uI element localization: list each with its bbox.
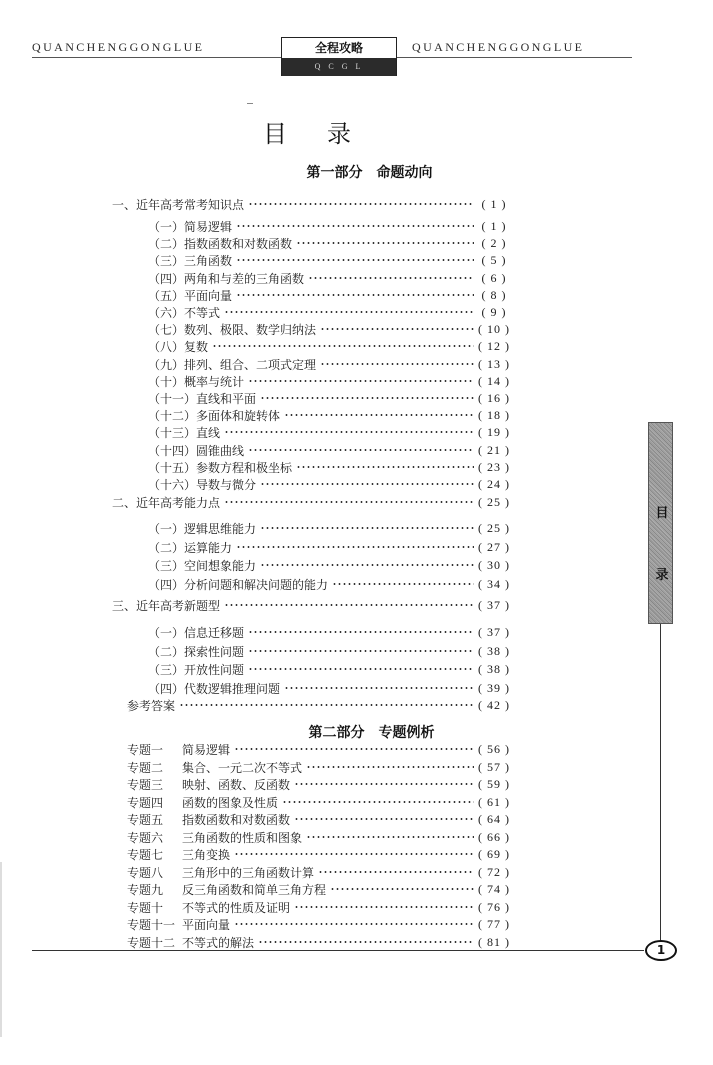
toc-page-number: ( 56 ) xyxy=(478,741,510,756)
header-mark xyxy=(247,103,253,104)
toc-page-number: ( 57 ) xyxy=(478,759,510,774)
toc-page-number: ( 64 ) xyxy=(478,811,510,826)
topic-number: 专题六 xyxy=(127,830,164,845)
toc-section[interactable] xyxy=(112,597,512,613)
topic-number: 专题三 xyxy=(127,777,164,792)
topic-number: 专题五 xyxy=(127,812,164,827)
toc-page-number: ( 19 ) xyxy=(478,424,510,439)
dot-leader xyxy=(332,583,474,585)
dot-leader xyxy=(248,449,474,451)
toc-entry-label: （六）不等式 xyxy=(148,305,221,320)
header-running-title-right: QUANCHENGGONGLUE xyxy=(412,40,585,54)
topic-number: 专题十二 xyxy=(127,935,176,950)
dot-leader xyxy=(234,853,474,855)
header-badge xyxy=(281,37,397,76)
toc-page-number: ( 69 ) xyxy=(478,846,510,861)
toc-page-number: ( 1 ) xyxy=(481,196,507,211)
toc-topic[interactable] xyxy=(127,811,512,827)
toc-entry-label: （一）简易逻辑 xyxy=(148,219,233,234)
toc-page-number: ( 30 ) xyxy=(478,557,510,572)
toc-page-number: ( 5 ) xyxy=(481,252,507,267)
toc-page-number: ( 61 ) xyxy=(478,794,510,809)
toc-topic[interactable] xyxy=(127,916,512,932)
toc-entry-label: 一、近年高考常考知识点 xyxy=(112,197,245,212)
toc-item[interactable] xyxy=(148,252,512,268)
dot-leader xyxy=(260,527,474,529)
toc-entry-label: （十）概率与统计 xyxy=(148,374,245,389)
toc-item[interactable] xyxy=(148,235,512,251)
dot-leader xyxy=(224,501,474,503)
toc-page-number: ( 2 ) xyxy=(481,235,507,250)
toc-page-number: ( 66 ) xyxy=(478,829,510,844)
dot-leader xyxy=(330,888,474,890)
toc-page-number: ( 77 ) xyxy=(478,916,510,931)
toc-entry-label: （三）三角函数 xyxy=(148,253,233,268)
dot-leader xyxy=(258,941,474,943)
toc-entry-label: （十六）导数与微分 xyxy=(148,477,257,492)
toc-entry-label: （十四）圆锥曲线 xyxy=(148,443,245,458)
toc-entry-label xyxy=(127,759,304,776)
toc-entry-label: （十三）直线 xyxy=(148,425,221,440)
toc-item[interactable] xyxy=(148,643,512,659)
dot-leader xyxy=(284,414,474,416)
dot-leader xyxy=(294,818,474,820)
footer-rule xyxy=(32,950,644,951)
toc-item[interactable] xyxy=(148,407,512,423)
toc-entry-label: 参考答案 xyxy=(127,698,176,713)
toc-item[interactable] xyxy=(148,424,512,440)
toc-page-number: ( 38 ) xyxy=(478,661,510,676)
topic-title: 三角形中的三角函数计算 xyxy=(182,865,315,880)
toc-page-number: ( 12 ) xyxy=(478,338,510,353)
toc-page-number: ( 23 ) xyxy=(478,459,510,474)
toc-item[interactable] xyxy=(148,338,512,354)
toc-entry-label: （十五）参数方程和极坐标 xyxy=(148,460,293,475)
toc-topic[interactable] xyxy=(127,846,512,862)
toc-item[interactable] xyxy=(148,442,512,458)
toc-topic[interactable] xyxy=(127,759,512,775)
topic-number: 专题十一 xyxy=(127,917,176,932)
toc-page-number: ( 72 ) xyxy=(478,864,510,879)
dot-leader xyxy=(248,631,474,633)
side-rule xyxy=(660,624,661,944)
toc-entry-label: （三）开放性问题 xyxy=(148,662,245,677)
dot-leader xyxy=(320,363,474,365)
toc-page-number: ( 37 ) xyxy=(478,597,510,612)
scan-edge-mark xyxy=(0,862,2,1037)
toc-answers[interactable] xyxy=(127,697,512,713)
toc-page-number: ( 1 ) xyxy=(481,218,507,233)
topic-title: 集合、一元二次不等式 xyxy=(182,760,303,775)
dot-leader xyxy=(234,923,474,925)
toc-page-number: ( 39 ) xyxy=(478,680,510,695)
toc-entry-label: （四）两角和与差的三角函数 xyxy=(148,271,305,286)
toc-item[interactable] xyxy=(148,539,512,555)
toc-page-number: ( 42 ) xyxy=(478,697,510,712)
toc-topic[interactable] xyxy=(127,794,512,810)
side-tab-label: 目录 xyxy=(655,506,669,583)
toc-item[interactable] xyxy=(148,459,512,475)
toc-page-number: ( 25 ) xyxy=(478,494,510,509)
dot-leader xyxy=(260,483,474,485)
toc-page-number: ( 37 ) xyxy=(478,624,510,639)
toc-topic[interactable] xyxy=(127,776,512,792)
dot-leader xyxy=(236,225,474,227)
chapter-side-tab xyxy=(648,422,673,624)
toc-item[interactable] xyxy=(148,356,512,372)
dot-leader xyxy=(236,294,474,296)
toc-page-number: ( 13 ) xyxy=(478,356,510,371)
toc-item[interactable] xyxy=(148,390,512,406)
dot-leader xyxy=(284,687,474,689)
dot-leader xyxy=(248,668,474,670)
toc-entry-label: （八）复数 xyxy=(148,339,209,354)
toc-page-number: ( 25 ) xyxy=(478,520,510,535)
toc-item[interactable] xyxy=(148,218,512,234)
topic-number: 专题四 xyxy=(127,795,164,810)
toc-section[interactable] xyxy=(112,494,512,510)
dot-leader xyxy=(260,564,474,566)
topic-title: 平面向量 xyxy=(182,917,231,932)
toc-page-number: ( 81 ) xyxy=(478,934,510,949)
dot-leader xyxy=(236,259,474,261)
toc-page-number: ( 27 ) xyxy=(478,539,510,554)
toc-entry-label: （四）代数逻辑推理问题 xyxy=(148,681,281,696)
toc-entry-label: （十一）直线和平面 xyxy=(148,391,257,406)
dot-leader xyxy=(248,650,474,652)
dot-leader xyxy=(294,906,474,908)
toc-entry-label xyxy=(127,829,304,846)
toc-page-number: ( 59 ) xyxy=(478,776,510,791)
toc-entry-label xyxy=(127,881,328,898)
dot-leader xyxy=(320,328,474,330)
toc-entry-label: 二、近年高考能力点 xyxy=(112,495,221,510)
toc-page-number: ( 10 ) xyxy=(478,321,510,336)
toc-entry-label: （二）探索性问题 xyxy=(148,644,245,659)
toc-item[interactable] xyxy=(148,557,512,573)
toc-item[interactable] xyxy=(148,476,512,492)
toc-item[interactable] xyxy=(148,576,512,592)
toc-entry-label xyxy=(127,811,292,828)
toc-entry-label: （十二）多面体和旋转体 xyxy=(148,408,281,423)
topic-number: 专题八 xyxy=(127,865,164,880)
toc-entry-label: （七）数列、极限、数学归纳法 xyxy=(148,322,317,337)
toc-item[interactable] xyxy=(148,520,512,536)
topic-number: 专题十 xyxy=(127,900,164,915)
toc-entry-label: （九）排列、组合、二项式定理 xyxy=(148,357,317,372)
toc-item[interactable] xyxy=(148,680,512,696)
toc-page-number: ( 9 ) xyxy=(481,304,507,319)
toc-section[interactable] xyxy=(112,196,512,212)
dot-leader xyxy=(306,836,474,838)
toc-item[interactable] xyxy=(148,287,512,303)
dot-leader xyxy=(224,604,474,606)
header-running-title-left: QUANCHENGGONGLUE xyxy=(32,40,205,54)
topic-number: 专题七 xyxy=(127,847,164,862)
toc-entry-label: （三）空间想象能力 xyxy=(148,558,257,573)
toc-page-number: ( 21 ) xyxy=(478,442,510,457)
toc-item[interactable] xyxy=(148,321,512,337)
topic-title: 不等式的解法 xyxy=(182,935,255,950)
toc-page-number: ( 34 ) xyxy=(478,576,510,591)
toc-page-number: ( 8 ) xyxy=(481,287,507,302)
toc-item[interactable] xyxy=(148,304,512,320)
toc-entry-label xyxy=(127,934,256,951)
part2-title: 第二部分 专题例析 xyxy=(308,725,435,741)
topic-title: 函数的图象及性质 xyxy=(182,795,279,810)
dot-leader xyxy=(294,783,474,785)
toc-page-number: ( 18 ) xyxy=(478,407,510,422)
dot-leader xyxy=(308,277,474,279)
toc-page-number: ( 76 ) xyxy=(478,899,510,914)
dot-leader xyxy=(248,203,474,205)
toc-entry-label: （一）逻辑思维能力 xyxy=(148,521,257,536)
topic-number: 专题九 xyxy=(127,882,164,897)
dot-leader xyxy=(282,801,474,803)
topic-title: 指数函数和对数函数 xyxy=(182,812,291,827)
header-badge-title: 全程攻略 xyxy=(282,38,396,58)
topic-title: 三角变换 xyxy=(182,847,231,862)
toc-topic[interactable] xyxy=(127,934,512,950)
dot-leader xyxy=(260,397,474,399)
toc-topic[interactable] xyxy=(127,741,512,757)
toc-entry-label xyxy=(127,864,316,881)
page-number: 1 xyxy=(645,940,677,961)
toc-entry-label: （一）信息迁移题 xyxy=(148,625,245,640)
toc-topic[interactable] xyxy=(127,829,512,845)
header-badge-initials: Q C G L xyxy=(282,58,396,76)
dot-leader xyxy=(306,766,474,768)
toc-page-number: ( 16 ) xyxy=(478,390,510,405)
toc-entry-label xyxy=(127,899,292,916)
topic-number: 专题一 xyxy=(127,742,164,757)
toc-page-number: ( 74 ) xyxy=(478,881,510,896)
toc-item[interactable] xyxy=(148,661,512,677)
topic-title: 反三角函数和简单三角方程 xyxy=(182,882,327,897)
toc-topic[interactable] xyxy=(127,899,512,915)
part1-title: 第一部分 命题动向 xyxy=(306,165,433,181)
toc-item[interactable] xyxy=(148,624,512,640)
toc-entry-label: （二）指数函数和对数函数 xyxy=(148,236,293,251)
toc-entry-label: （五）平面向量 xyxy=(148,288,233,303)
toc-item[interactable] xyxy=(148,270,512,286)
page-title: 目录 xyxy=(263,120,391,148)
topic-number: 专题二 xyxy=(127,760,164,775)
dot-leader xyxy=(296,242,474,244)
dot-leader xyxy=(318,871,474,873)
toc-entry-label xyxy=(127,776,292,793)
toc-page-number: ( 6 ) xyxy=(481,270,507,285)
topic-title: 映射、函数、反函数 xyxy=(182,777,291,792)
toc-topic[interactable] xyxy=(127,864,512,880)
topic-title: 三角函数的性质和图象 xyxy=(182,830,303,845)
dot-leader xyxy=(224,311,474,313)
dot-leader xyxy=(248,380,474,382)
dot-leader xyxy=(179,704,474,706)
dot-leader xyxy=(224,431,474,433)
toc-entry-label: 三、近年高考新题型 xyxy=(112,598,221,613)
dot-leader xyxy=(236,546,474,548)
dot-leader xyxy=(212,345,474,347)
toc-page-number: ( 14 ) xyxy=(478,373,510,388)
toc-entry-label xyxy=(127,916,232,933)
dot-leader xyxy=(234,748,474,750)
toc-topic[interactable] xyxy=(127,881,512,897)
topic-title: 简易逻辑 xyxy=(182,742,231,757)
toc-entry-label xyxy=(127,741,232,758)
toc-page-number: ( 24 ) xyxy=(478,476,510,491)
topic-title: 不等式的性质及证明 xyxy=(182,900,291,915)
dot-leader xyxy=(296,466,474,468)
toc-entry-label: （四）分析问题和解决问题的能力 xyxy=(148,577,329,592)
toc-item[interactable] xyxy=(148,373,512,389)
toc-entry-label xyxy=(127,794,280,811)
toc-entry-label xyxy=(127,846,232,863)
toc-page-number: ( 38 ) xyxy=(478,643,510,658)
toc-entry-label: （二）运算能力 xyxy=(148,540,233,555)
